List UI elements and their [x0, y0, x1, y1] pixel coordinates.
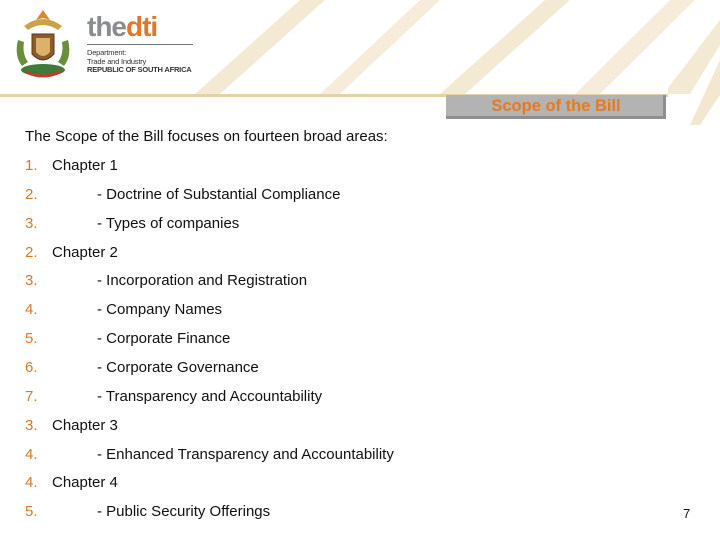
list-item-label: - Public Security Offerings — [97, 503, 271, 521]
list-item-label: - Types of companies — [97, 214, 240, 232]
list-item-label: Chapter 4 — [52, 474, 118, 492]
dept-line-3: REPUBLIC OF SOUTH AFRICA — [87, 65, 192, 74]
list-item-number: 6. — [25, 358, 38, 376]
list-item-number: 1. — [25, 157, 38, 174]
department-label — [87, 49, 192, 75]
list-item-number: 2. — [25, 185, 38, 203]
list-item-number: 3. — [25, 416, 38, 434]
dti-wordmark — [87, 12, 157, 42]
list-item-number: 5. — [25, 330, 38, 348]
logo-divider — [87, 44, 193, 45]
logo-word-dti: dti — [126, 11, 158, 42]
list-item-number: 5. — [25, 503, 38, 521]
intro-text: The Scope of the Bill focuses on fourteen broad areas: — [25, 128, 388, 145]
list-item-number: 2. — [25, 243, 38, 261]
list-item-label: Chapter 3 — [52, 416, 118, 434]
list-item-label: - Enhanced Transparency and Accountability — [97, 445, 394, 463]
list-item-label: - Corporate Finance — [97, 330, 231, 348]
list-item-number: 3. — [25, 214, 38, 232]
slide-title-tab — [446, 95, 666, 119]
dti-logo — [12, 6, 202, 88]
page-number: 7 — [683, 506, 691, 521]
list-item-label: - Corporate Governance — [97, 358, 259, 376]
coat-of-arms-icon — [12, 6, 74, 82]
dept-line-2: Trade and Industry — [87, 56, 147, 66]
list-item-number: 7. — [25, 387, 38, 405]
dept-line-1: Department: — [87, 48, 127, 57]
list-item-number: 3. — [25, 272, 38, 290]
list-item-label: - Company Names — [97, 301, 223, 319]
list-item-number: 4. — [25, 474, 38, 492]
list-item-number: 4. — [25, 301, 38, 319]
list-item-label: - Doctrine of Substantial Compliance — [97, 185, 341, 203]
list-item-label: Chapter 2 — [52, 243, 118, 261]
list-item-number: 4. — [25, 445, 38, 463]
list-item-label: - Incorporation and Registration — [97, 272, 308, 290]
slide-title: Scope of the Bill — [491, 97, 621, 115]
list-item-label: - Transparency and Accountability — [97, 387, 323, 405]
logo-word-the: the — [87, 11, 126, 42]
list-item-label: Chapter 1 — [52, 157, 118, 174]
